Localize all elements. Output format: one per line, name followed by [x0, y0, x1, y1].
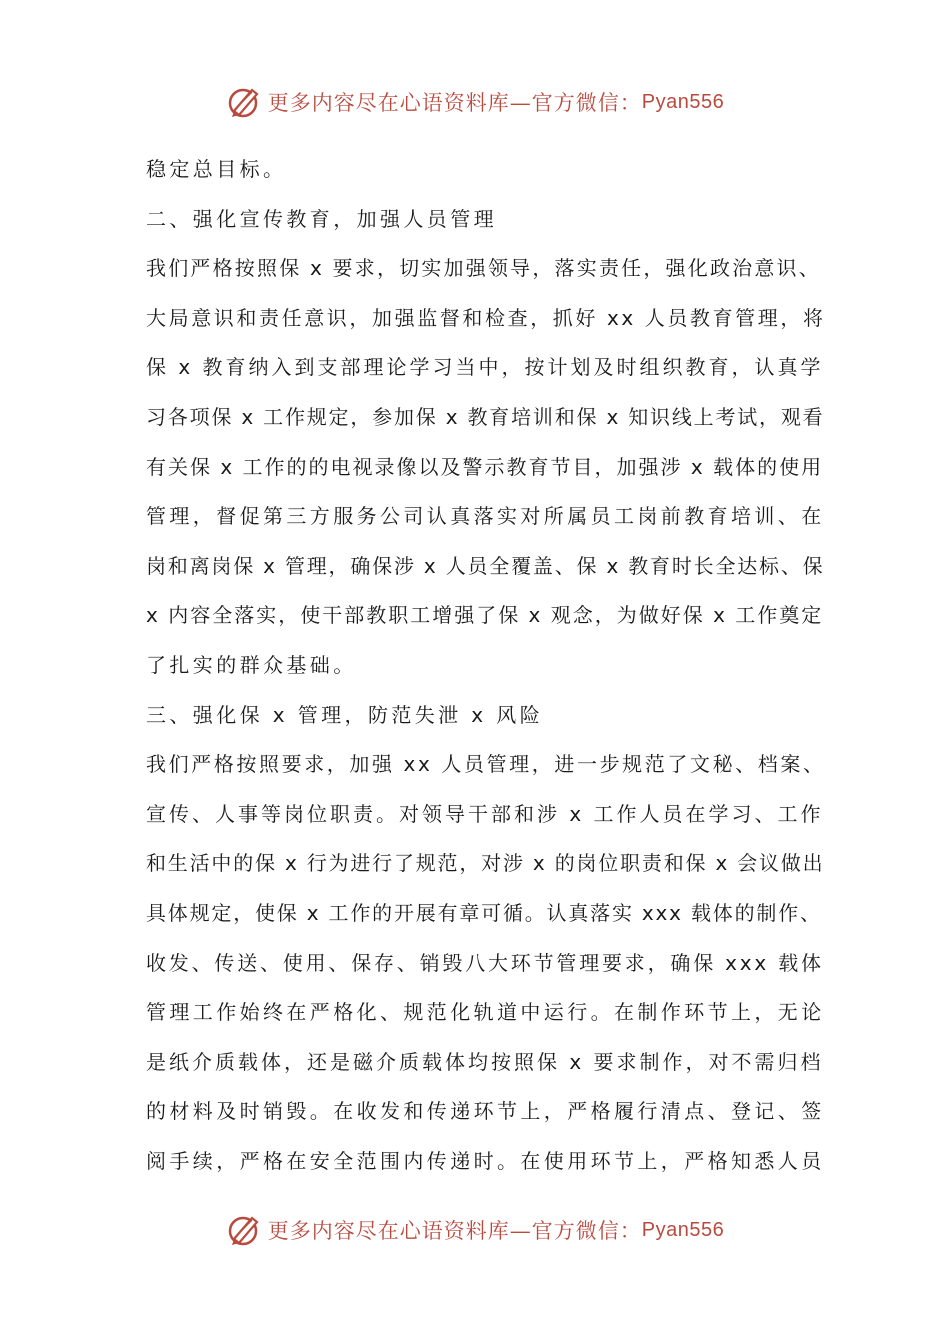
text-line: 有关保 x 工作的的电视录像以及警示教育节目，加强涉 x 载体的使用 [146, 454, 824, 479]
text-line: 管理工作始终在严格化、规范化轨道中运行。在制作环节上，无论 [146, 1000, 825, 1025]
text-line: 管理，督促第三方服务公司认真落实对所属员工岗前教育培训、在 [146, 504, 825, 529]
text-line: 具体规定，使保 x 工作的开展有章可循。认真落实 xxx 载体的制作、 [146, 900, 822, 925]
text-line: 阅手续，严格在安全范围内传递时。在使用环节上，严格知悉人员 [146, 1148, 825, 1173]
text-line: x 内容全落实，使干部教职工增强了保 x 观念，为做好保 x 工作奠定 [146, 603, 824, 628]
text-line: 是纸介质载体，还是磁介质载体均按照保 x 要求制作，对不需归档 [146, 1049, 824, 1074]
text-line: 岗和离岗保 x 管理，确保涉 x 人员全覆盖、保 x 教育时长全达标、保 [146, 553, 825, 578]
header-banner-wechat-id: Pyan556 [641, 90, 725, 113]
header-banner [0, 80, 950, 124]
footer-banner [0, 1208, 950, 1252]
text-line: 了扎实的群众基础。 [146, 652, 357, 677]
document-body [146, 145, 826, 1186]
text-line: 保 x 教育纳入到支部理论学习当中，按计划及时组织教育，认真学 [146, 355, 824, 380]
section-heading: 三、强化保 x 管理，防范失泄 x 风险 [146, 702, 544, 727]
pen-logo-icon [226, 1212, 262, 1248]
text-line: 宣传、人事等岗位职责。对领导干部和涉 x 工作人员在学习、工作 [146, 801, 824, 826]
text-line: 我们严格按照保 x 要求，切实加强领导，落实责任，强化政治意识、 [146, 256, 821, 281]
text-line: 习各项保 x 工作规定，参加保 x 教育培训和保 x 知识线上考试，观看 [146, 404, 825, 429]
text-line: 收发、传送、使用、保存、销毁八大环节管理要求，确保 xxx 载体 [146, 950, 824, 975]
text-line: 的材料及时销毁。在收发和传递环节上，严格履行清点、登记、签 [146, 1099, 825, 1124]
footer-banner-text: 更多内容尽在心语资料库—官方微信： [267, 1219, 642, 1243]
text-line: 和生活中的保 x 行为进行了规范，对涉 x 的岗位职责和保 x 会议做出 [146, 851, 825, 876]
section-heading: 二、强化宣传教育，加强人员管理 [146, 206, 497, 231]
pen-logo-icon [226, 84, 262, 120]
text-line: 稳定总目标。 [146, 157, 287, 181]
footer-banner-wechat-id: Pyan556 [641, 1218, 725, 1241]
text-line: 大局意识和责任意识，加强监督和检查，抓好 xx 人员教育管理，将 [146, 305, 826, 330]
text-line: 我们严格按照要求，加强 xx 人员管理，进一步规范了文秘、档案、 [146, 752, 826, 777]
header-banner-text: 更多内容尽在心语资料库—官方微信： [267, 91, 642, 115]
